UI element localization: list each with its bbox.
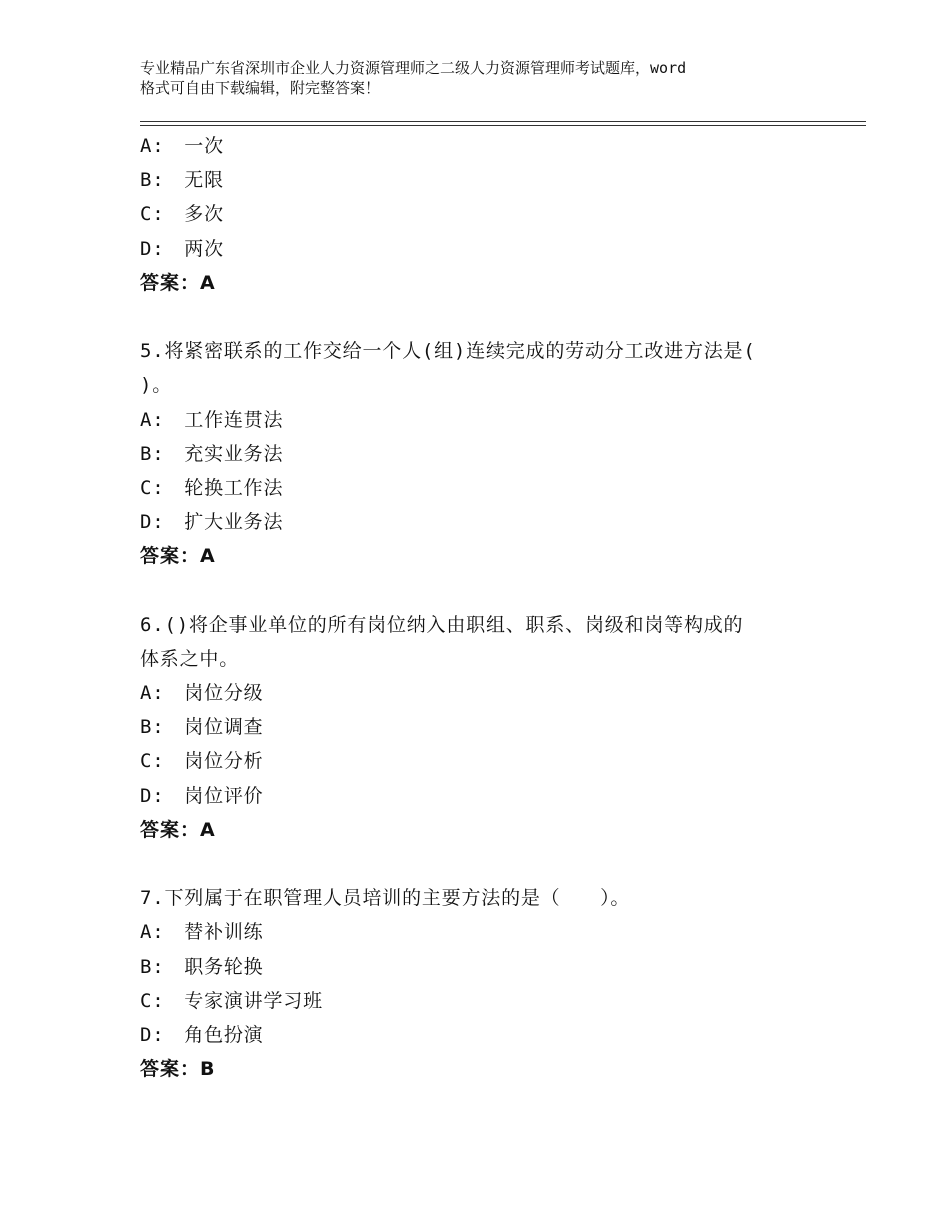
header-divider-second xyxy=(140,125,866,126)
option-c: C: 专家演讲学习班 xyxy=(140,989,323,1012)
answer-line: 答案：A xyxy=(140,545,216,568)
question-7 xyxy=(140,881,840,1086)
spacer xyxy=(140,573,840,607)
option-d: D: 两次 xyxy=(140,237,224,260)
header-line-1: 专业精品广东省深圳市企业人力资源管理师之二级人力资源管理师考试题库，word xyxy=(140,59,687,77)
question-stem: 5.将紧密联系的工作交给一个人(组)连续完成的劳动分工改进方法是( xyxy=(140,340,756,363)
question-stem: 6.()将企事业单位的所有岗位纳入由职组、职系、岗级和岗等构成的 xyxy=(140,613,744,636)
exam-content xyxy=(140,129,840,1086)
option-a: A: 替补训练 xyxy=(140,921,264,944)
page-header xyxy=(140,58,840,98)
answer-line: 答案：A xyxy=(140,818,216,841)
answer-line: 答案：A xyxy=(140,271,216,294)
option-a: A: 工作连贯法 xyxy=(140,408,284,431)
option-b: B: 职务轮换 xyxy=(140,955,264,978)
option-c: C: 多次 xyxy=(140,203,224,226)
question-stem-cont: 体系之中。 xyxy=(140,647,240,670)
option-d: D: 扩大业务法 xyxy=(140,511,284,534)
option-b: B: 岗位调查 xyxy=(140,716,264,739)
option-b: B: 无限 xyxy=(140,169,224,192)
question-6 xyxy=(140,608,840,847)
option-c: C: 岗位分析 xyxy=(140,750,264,773)
question-5 xyxy=(140,334,840,573)
answer-line: 答案：B xyxy=(140,1058,216,1081)
spacer xyxy=(140,847,840,881)
option-c: C: 轮换工作法 xyxy=(140,476,284,499)
option-a: A: 一次 xyxy=(140,135,224,157)
option-d: D: 角色扮演 xyxy=(140,1023,264,1046)
option-b: B: 充实业务法 xyxy=(140,442,284,465)
header-divider xyxy=(140,121,866,122)
header-line-2: 格式可自由下载编辑，附完整答案！ xyxy=(140,79,381,97)
question-partial xyxy=(140,129,840,300)
spacer xyxy=(140,300,840,334)
option-a: A: 岗位分级 xyxy=(140,682,264,704)
question-stem: 7.下列属于在职管理人员培训的主要方法的是（ ）。 xyxy=(140,887,631,910)
option-d: D: 岗位评价 xyxy=(140,784,264,807)
question-stem-cont: )。 xyxy=(140,374,173,397)
